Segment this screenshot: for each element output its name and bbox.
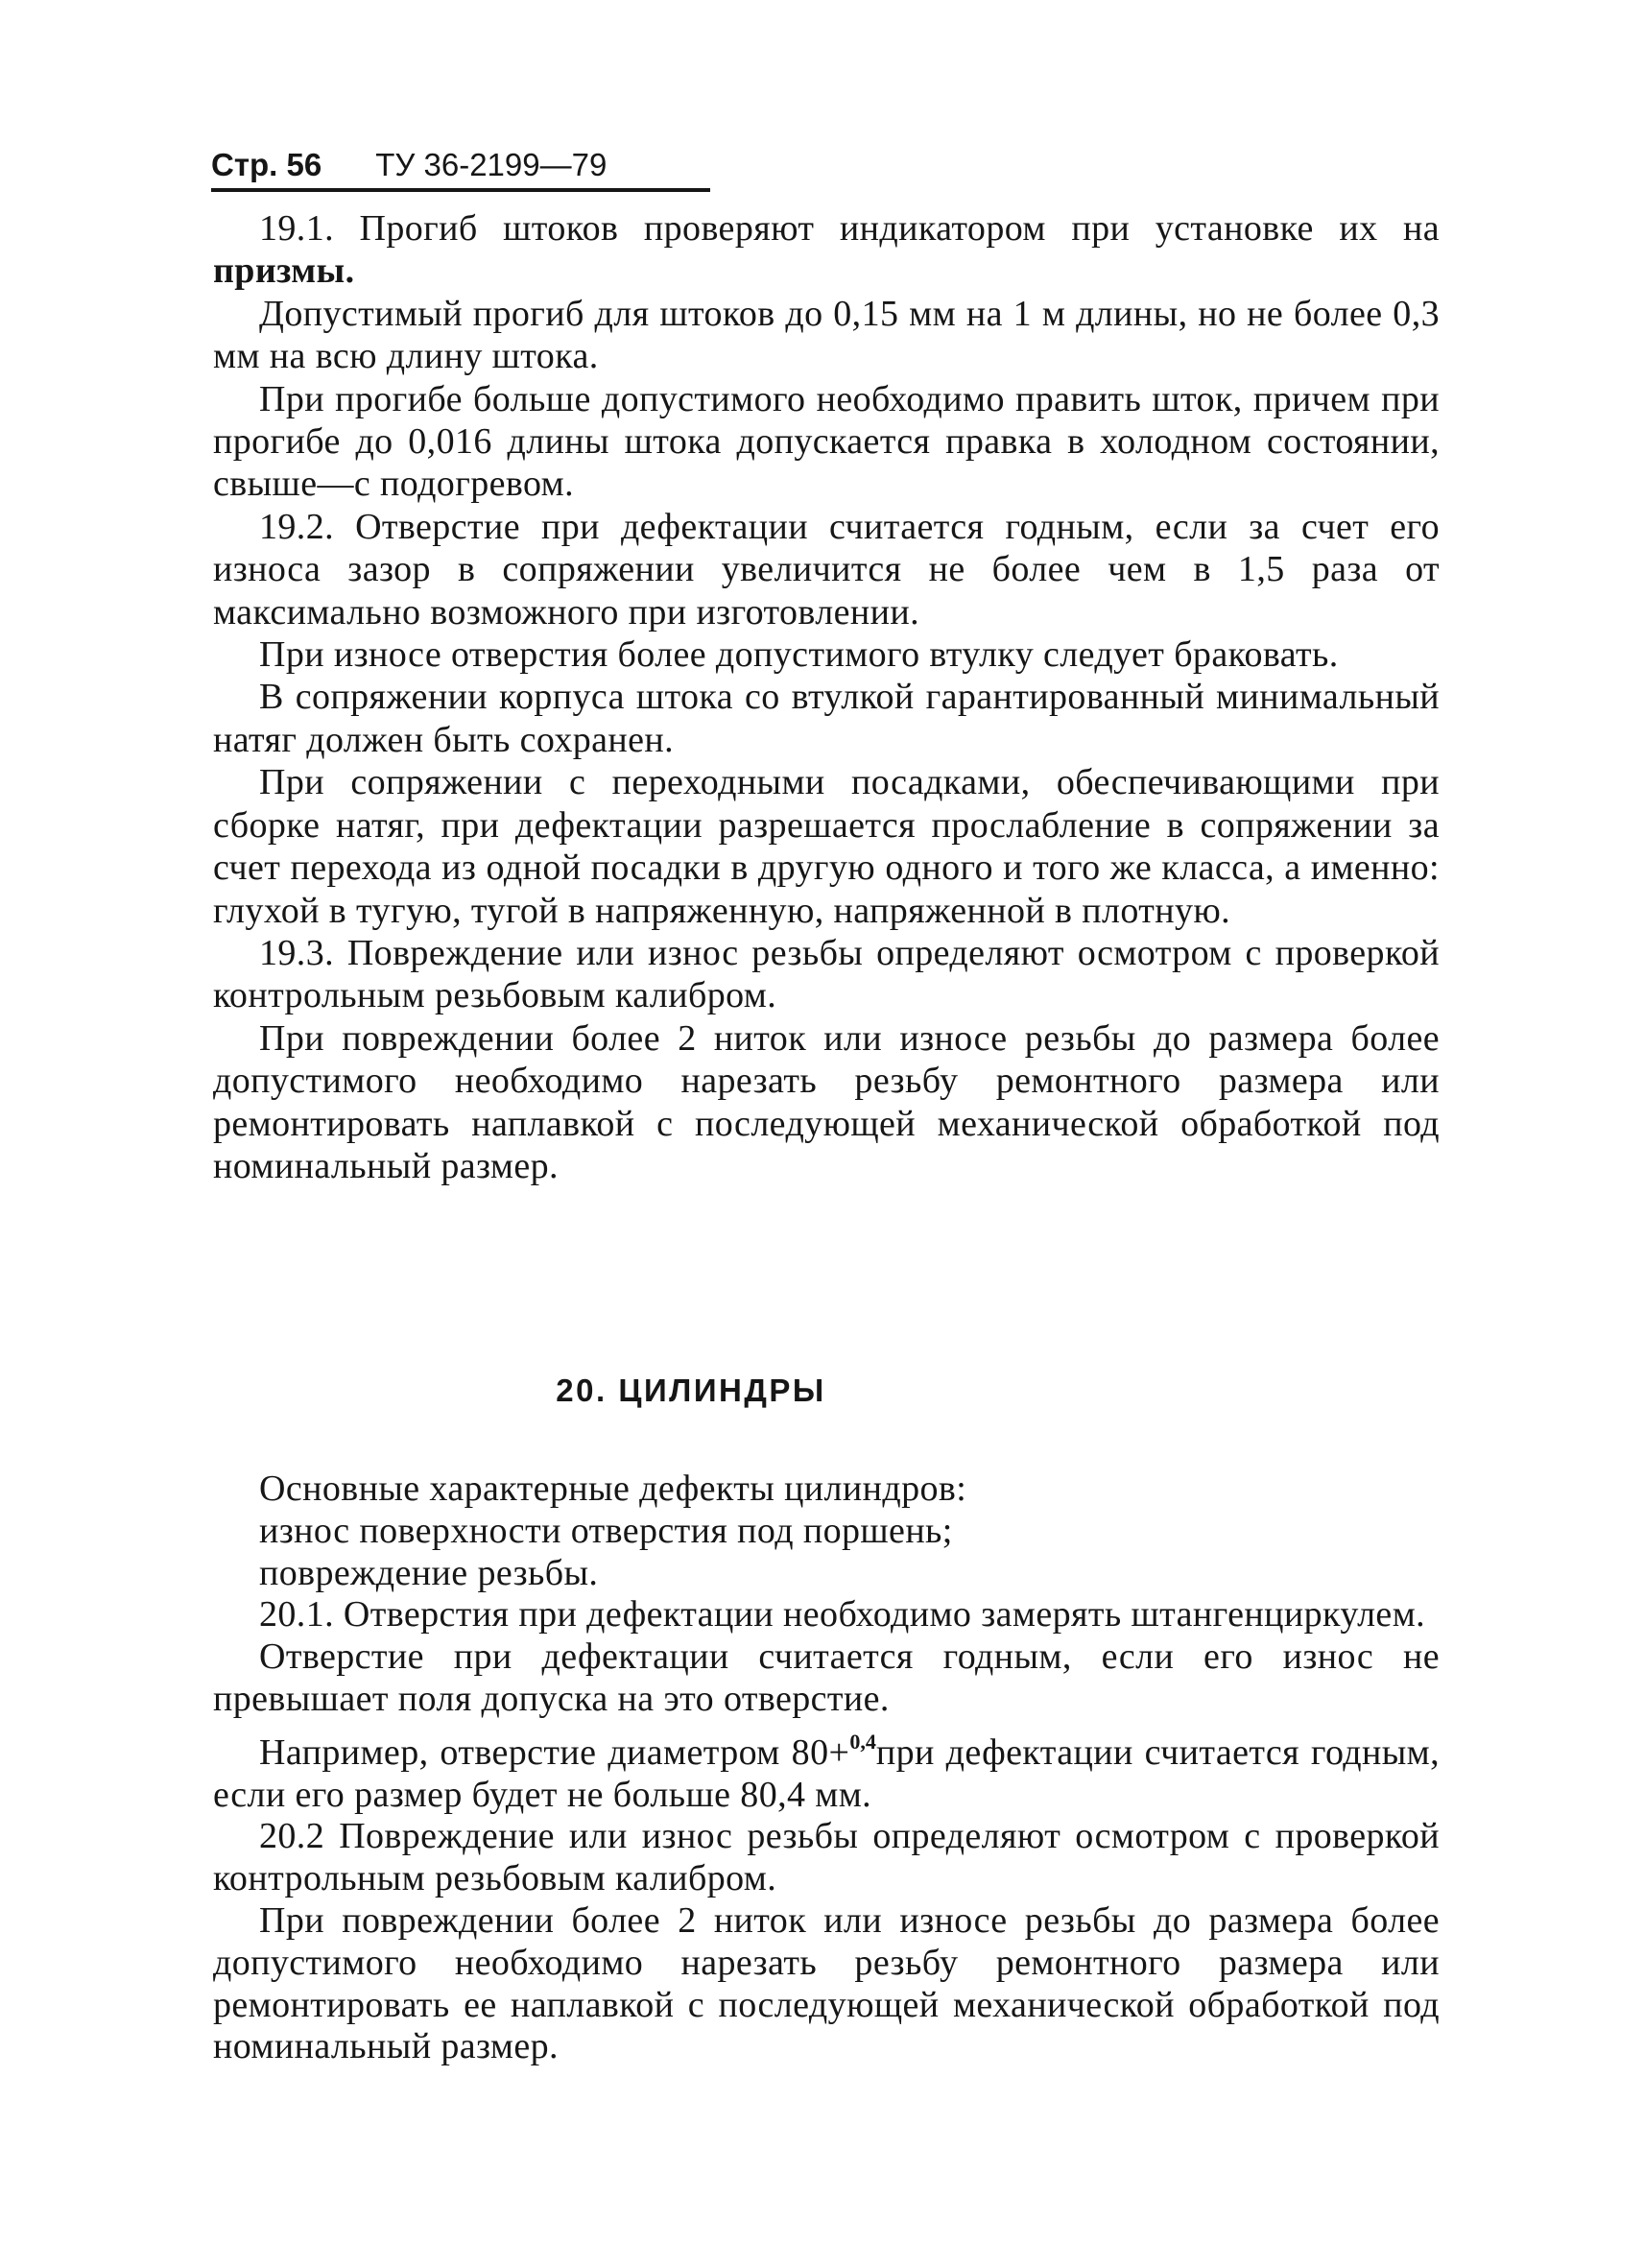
paragraph: При повреждении более 2 ниток или износе резьбы до размера более допустимого необходимо нарезать резьбу ремонтного размера или ремонтировать ее наплавкой с последующей механической обработкой под номинальный размер. xyxy=(213,1899,1440,2067)
paragraph-example xyxy=(213,1721,1440,1817)
paragraph-text: при дефектации считается годным, если его размер будет не больше 80,4 мм. xyxy=(213,1731,1441,1815)
clause-number: 20.1. xyxy=(259,1594,334,1635)
tolerance-superscript: 0,4 xyxy=(849,1729,876,1754)
clause-number: 19.3. xyxy=(259,932,334,973)
clause-number: 20.2 xyxy=(259,1816,325,1857)
paragraph: Допустимый прогиб для штоков до 0,15 мм на 1 м длины, но не более 0,3 мм на всю длину штока. xyxy=(213,293,1440,377)
paragraph-text: Отверстие при дефектации считается годным, если за счет его износа зазор в сопряжении увеличится не более чем в 1,5 раза от максимально возможного при изготовлении. xyxy=(213,506,1440,633)
clause-number: 19.1. xyxy=(259,208,334,249)
defects-intro: Основные характерные дефекты цилиндров: xyxy=(259,1468,967,1509)
paragraph-19-3 xyxy=(213,932,1440,1017)
page-header xyxy=(211,146,710,192)
clause-number: 19.2. xyxy=(259,506,334,547)
paragraph-text: Повреждение или износ резьбы определяют осмотром с проверкой контрольным резьбовым калибром. xyxy=(213,932,1441,1016)
paragraph-19-2 xyxy=(213,506,1440,633)
page-number: Стр. 56 xyxy=(211,147,322,182)
paragraph: При прогибе больше допустимого необходимо править шток, причем при прогибе до 0,016 длины штока допускается правка в холодном состоянии, свыше—с подогревом. xyxy=(213,378,1440,505)
paragraph-bold-text: призмы. xyxy=(213,251,355,292)
defect-item: повреждение резьбы. xyxy=(259,1552,599,1593)
defect-item: износ поверхности отверстия под поршень; xyxy=(259,1510,953,1551)
paragraph: При износе отверстия более допустимого втулку следует браковать. xyxy=(259,634,1339,676)
section-19-body xyxy=(213,207,1440,1187)
paragraph-text: Прогиб штоков проверяют индикатором при установке их на xyxy=(359,208,1440,249)
section-20-heading: 20. ЦИЛИНДРЫ xyxy=(556,1373,826,1408)
paragraph: При сопряжении с переходными посадками, обеспечивающими при сборке натяг, при дефектации разрешается прослабление в сопряжении за счет перехода из одной посадки в другую одного и того же класса, а именно: глухой в тугую, тугой в напряженную, напряженной в плотную. xyxy=(213,762,1440,931)
section-20-body xyxy=(213,1468,1440,2068)
paragraph-text: Повреждение или износ резьбы определяют осмотром с проверкой контрольным резьбовым калибром. xyxy=(213,1816,1441,1899)
paragraph-20-1 xyxy=(213,1594,1440,1636)
paragraph: При повреждении более 2 ниток или износе резьбы до размера более допустимого необходимо нарезать резьбу ремонтного размера или ремонтировать наплавкой с последующей механической обработкой под номинальный размер. xyxy=(213,1017,1440,1186)
paragraph-text: Например, отверстие диаметром 80+ xyxy=(259,1731,850,1773)
document-code: ТУ 36-2199—79 xyxy=(375,147,608,182)
paragraph-20-2 xyxy=(213,1816,1440,1900)
paragraph-19-1 xyxy=(213,207,1440,293)
paragraph-text: Отверстия при дефектации необходимо замерять штангенциркулем. xyxy=(343,1594,1426,1635)
paragraph: Отверстие при дефектации считается годным, если его износ не превышает поля допуска на это отверстие. xyxy=(213,1636,1440,1719)
paragraph: В сопряжении корпуса штока со втулкой гарантированный минимальный натяг должен быть сохранен. xyxy=(213,677,1440,760)
